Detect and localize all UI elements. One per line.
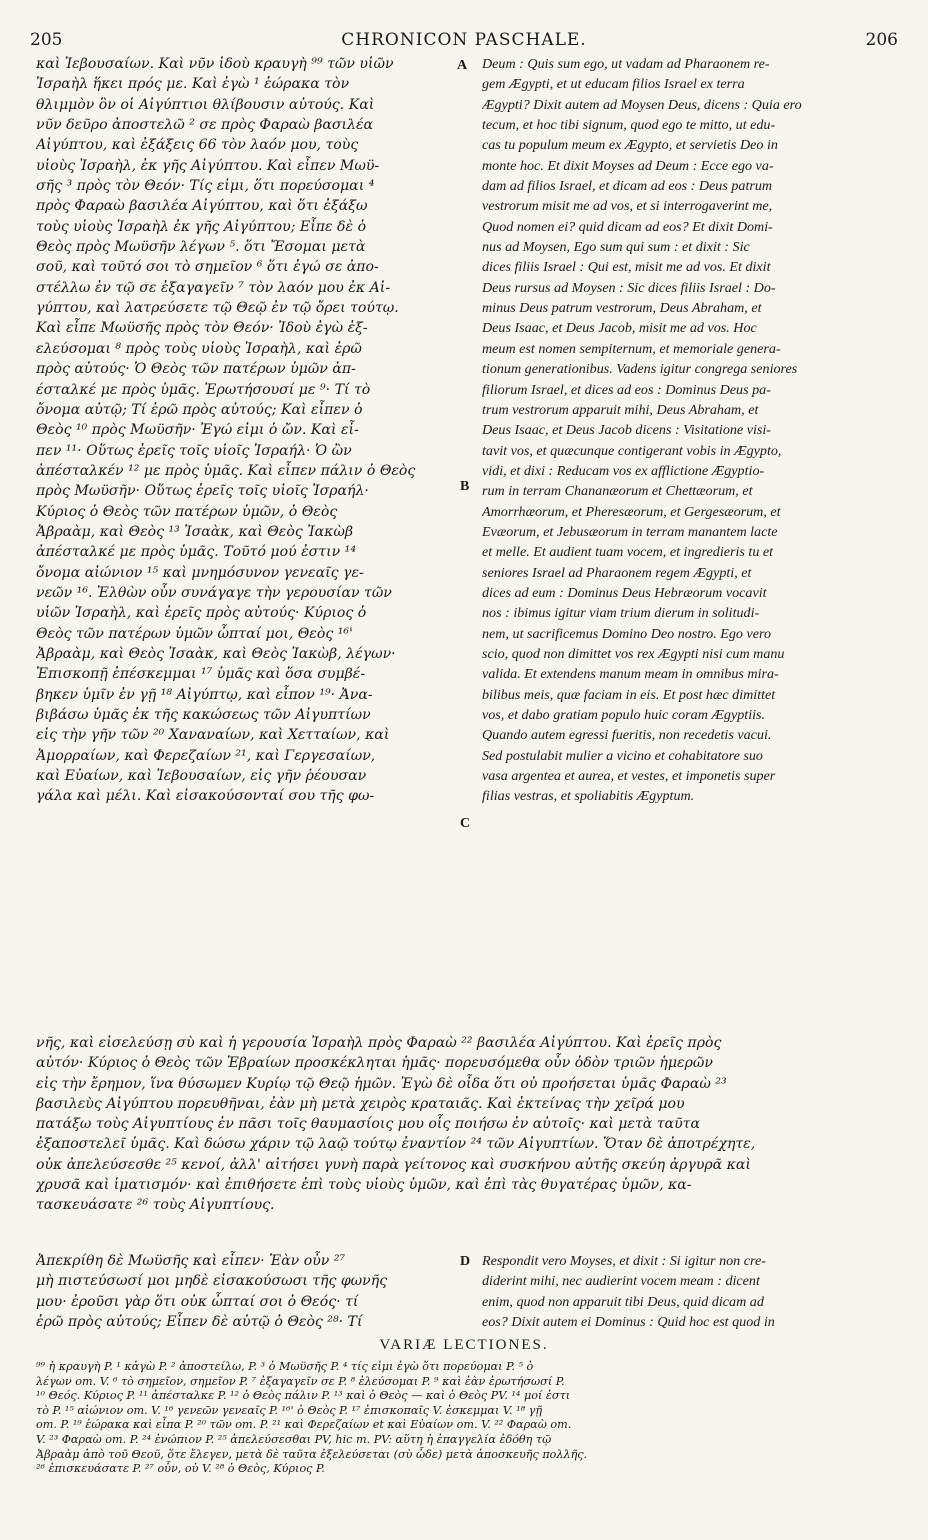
text-line: Ægypti? Dixit autem ad Moysen Deus, dicens : Quia ero: [482, 96, 802, 113]
text-line: σῆς ³ πρὸς τὸν Θεόν· Τίς εἰμι, ὅτι πορεύσομαι ⁴: [36, 178, 375, 195]
text-line: diderint mihi, nec audierint vocem meam : dicent: [482, 1273, 760, 1290]
text-line: Amorrhæorum, et Pheresæorum, et Gergesæorum, et: [482, 503, 781, 520]
text-line: Αἰγύπτου, καὶ ἐξάξεις 66 τὸν λαόν μου, τοὺς: [36, 137, 359, 154]
text-line: πατάξω τοὺς Αἰγυπτίους ἐν πᾶσι τοῖς θαυμασίοις μου οἷς ποιήσω ἐν αὐτοῖς· καὶ μετὰ ταῦτα: [36, 1116, 700, 1133]
text-line: πρὸς αὐτούς· Ὁ Θεὸς τῶν πατέρων ὑμῶν ἀπ-: [36, 361, 356, 378]
text-line: τὸ P. ¹⁵ αἰώνιον om. V. ¹⁶ γενεῶν γενεαῖς P. ¹⁶' ὁ Θεὸς P. ¹⁷ ἐπισκοπαῖς V. ἐσκεμμαι V. ¹⁸ γῇ: [36, 1403, 543, 1417]
section-marker-d: D: [460, 1254, 471, 1269]
text-line: νῦν δεῦρο ἀποστελῶ ² σε πρὸς Φαραὼ βασιλέα: [36, 117, 374, 134]
text-line: monte hoc. Et dixit Moyses ad Deum : Ecce ego va-: [482, 157, 774, 174]
text-line: vestrorum misit me ad vos, et si interrogaverint me,: [482, 198, 773, 215]
section-marker-a: A: [457, 58, 468, 73]
text-line: Quando autem egressi fueritis, non recedetis vacui.: [482, 727, 772, 744]
greek-column-top: [36, 54, 454, 807]
text-line: πεν ¹¹· Οὕτως ἐρεῖς τοῖς υἱοῖς Ἰσραήλ· Ὁ ὢν: [36, 442, 352, 459]
text-line: θλιμμὸν ὃν οἱ Αἰγύπτιοι θλίβουσιν αὐτούς. Καὶ: [36, 96, 375, 113]
text-line: ¹⁰ Θεός. Κύριος P. ¹¹ ἀπέσταλκε P. ¹² ὁ Θεὸς πάλιν P. ¹³ καὶ ὁ Θεὸς — καὶ ὁ Θεὸς PV. ¹⁴ μοί ἐστι: [36, 1389, 571, 1403]
text-line: βιβάσω ὑμᾶς ἐκ τῆς κακώσεως τῶν Αἰγυπτίων: [36, 707, 371, 723]
text-line: ἐξαποστελεῖ ὑμᾶς. Καὶ δώσω χάριν τῷ λαῷ τούτῳ ἐναντίον ²⁴ τῶν Αἰγυπτίων. Ὅταν δὲ ἀποτρέχητε,: [36, 1136, 756, 1153]
page-number-right: 206: [865, 30, 898, 50]
text-line: valida. Et extendens manum meam in omnibus mira-: [482, 666, 779, 683]
text-line: meum est nomen sempiternum, et memoriale genera-: [482, 340, 781, 357]
text-line: Ἀβραὰμ ἀπὸ τοῦ Θεοῦ, ὅτε ἔλεγεν, μετὰ δὲ ταῦτα ἐξελεύσεται (σὺ ὧδε) μετὰ ἀποσκευῆς πολλῆς.: [36, 1447, 588, 1461]
text-line: tionum generationibus. Vadens igitur congrega seniores: [482, 361, 798, 378]
text-line: μὴ πιστεύσωσί μοι μηδὲ εἰσακούσωσι τῆς φωνῆς: [36, 1273, 388, 1290]
text-line: nos : ibimus igitur viam trium dierum in solitudi-: [482, 605, 760, 622]
text-line: Καὶ εἶπε Μωϋσῆς πρὸς τὸν Θεόν· Ἰδοὺ ἐγὼ ἐξ-: [36, 320, 368, 337]
text-line: Ἀβραὰμ, καὶ Θεὸς ¹³ Ἰσαὰκ, καὶ Θεὸς Ἰακὼβ: [36, 523, 353, 540]
text-line: Deus Isaac, et Deus Jacob, misit me ad vos. Hoc: [482, 320, 757, 337]
text-line: Sed postulabit mulier a vicino et cohabitatore suo: [482, 747, 763, 764]
text-line: ἀπέσταλκέ με πρὸς ὑμᾶς. Τοῦτό μού ἐστιν ¹⁴: [36, 544, 356, 561]
text-line: dices filiis Israel : Qui est, misit me ad vos. Et dixit: [482, 259, 771, 276]
text-line: βασιλεὺς Αἰγύπτου πορευθῆναι, ἐὰν μὴ μετὰ χειρὸς κραταιᾶς. Καὶ ἐκτείνας τὴν χεῖρά μου: [36, 1095, 685, 1112]
text-line: enim, quod non apparuit tibi Deus, quid dicam ad: [482, 1293, 764, 1310]
text-line: dices ad eum : Dominus Deus Hebræorum vocavit: [482, 584, 767, 601]
text-line: πρὸς Μωϋσῆν· Οὕτως ἐρεῖς τοῖς υἱοῖς Ἰσραήλ·: [36, 483, 369, 500]
text-line: bilibus meis, quæ faciam in eis. Et post hæc dimittet: [482, 686, 776, 703]
text-line: eos? Dixit autem ei Dominus : Quid hoc est quod in: [482, 1314, 775, 1331]
text-line: ὄνομα αὐτῷ; Τί ἐρῶ πρὸς αὐτούς; Καὶ εἶπεν ὁ: [36, 401, 363, 418]
text-line: νῆς, καὶ εἰσελεύσῃ σὺ καὶ ἡ γερουσία Ἰσραὴλ πρὸς Φαραὼ ²² βασιλέα Αἰγύπτου. Καὶ ἐρεῖς πρὸς: [36, 1035, 722, 1051]
running-title: CHRONICON PASCHALE.: [341, 30, 587, 50]
text-line: βηκεν ὑμῖν ἐν γῇ ¹⁸ Αἰγύπτῳ, καὶ εἶπον ¹⁹· Ἀνα-: [36, 686, 373, 703]
text-line: rum in terram Chananæorum et Chettæorum, et: [482, 483, 753, 500]
text-line: et melle. Et audient tuam vocem, et ingredieris tu et: [482, 544, 774, 561]
section-marker-b: B: [460, 479, 470, 494]
text-line: trum vestrorum apparuit mihi, Deus Abraham, et: [482, 401, 759, 418]
text-line: Deum : Quis sum ego, ut vadam ad Pharaonem re-: [482, 56, 770, 72]
text-line: στέλλω ἐν τῷ σε ἐξαγαγεῖν ⁷ τὸν λαόν μου ἐκ Αἰ-: [36, 279, 391, 296]
text-line: ἀπέσταλκέν ¹² με πρὸς ὑμᾶς. Καὶ εἶπεν πάλιν ὁ Θεὸς: [36, 462, 416, 479]
text-line: υἱοὺς Ἰσραὴλ, ἐκ γῆς Αἰγύπτου. Καὶ εἶπεν Μωϋ-: [36, 157, 380, 174]
text-line: minus Deus patrum vestrorum, Deus Abraham, et: [482, 300, 762, 317]
text-line: tecum, et hoc tibi signum, quod ego te mitto, ut edu-: [482, 117, 776, 134]
text-line: Ἀπεκρίθη δὲ Μωϋσῆς καὶ εἶπεν· Ἐὰν οὖν ²⁷: [36, 1253, 346, 1269]
text-line: ἐρῶ πρὸς αὐτούς; Εἶπεν δὲ αὐτῷ ὁ Θεὸς ²⁸· Τί: [36, 1314, 363, 1331]
text-line: vos, et dabo gratiam populo huic coram Ægyptiis.: [482, 707, 766, 723]
text-line: οὐκ ἀπελεύσεσθε ²⁵ κενοί, ἀλλ' αἰτήσει γυνὴ παρὰ γείτονος καὶ συσκήνου αὐτῆς σκεύη ἀργυρᾶ καὶ: [36, 1156, 751, 1173]
text-line: nus ad Moysen, Ego sum qui sum : et dixit : Sic: [482, 239, 750, 256]
latin-column-bottom: [482, 1251, 902, 1332]
text-line: πρὸς Φαραὼ βασιλέα Αἰγύπτου, καὶ ὅτι ἐξάξω: [36, 198, 368, 215]
page-header: [30, 30, 898, 56]
section-marker-c: C: [460, 816, 471, 831]
text-line: om. P. ¹⁹ ἑώρακα καὶ εἶπα P. ²⁰ τῶν om. P. ²¹ καὶ Φερεζαίων et καὶ Εὐαίων om. V. ²² Φαραὼ om.: [36, 1418, 572, 1432]
variae-lectiones-notes: [36, 1360, 904, 1477]
latin-column-top: [482, 54, 902, 807]
text-line: ελεύσομαι ⁸ πρὸς τοὺς υἱοὺς Ἰσραὴλ, καὶ ἐρῶ: [36, 340, 362, 357]
text-line: seniores Israel ad Pharaonem regem Ægypti, et: [482, 564, 752, 581]
text-line: σοῦ, καὶ τοῦτό σοι τὸ σημεῖον ⁶ ὅτι ἐγώ σε ἀπο-: [36, 259, 379, 276]
text-line: Ἀβραὰμ, καὶ Θεὸς Ἰσαὰκ, καὶ Θεὸς Ἰακὼβ, λέγων·: [36, 645, 396, 662]
text-line: εἰς τὴν ἔρημον, ἵνα θύσωμεν Κυρίῳ τῷ Θεῷ ἡμῶν. Ἐγὼ δὲ οἶδα ὅτι οὐ προήσεται ὑμᾶς Φαραὼ ²³: [36, 1075, 727, 1092]
text-line: καὶ Εὐαίων, καὶ Ἰεβουσαίων, εἰς γῆν ῥέουσαν: [36, 768, 367, 785]
text-line: εἰς τὴν γῆν τῶν ²⁰ Χαναναίων, καὶ Χετταίων, καὶ: [36, 727, 390, 744]
text-line: cas tu populum meum ex Ægypto, et servietis Deo in: [482, 137, 778, 154]
text-line: nem, ut sacrificemus Domino Deo nostro. Ego vero: [482, 625, 772, 642]
text-line: Quod nomen ei? quid dicam ad eos? Et dixit Domi-: [482, 218, 773, 235]
greek-column-bottom: [36, 1251, 454, 1332]
page-number-left: 205: [30, 30, 63, 50]
text-line: filias vestras, et spoliabitis Ægyptum.: [482, 788, 695, 805]
text-line: τοὺς υἱοὺς Ἰσραὴλ ἐκ γῆς Αἰγύπτου; Εἶπε δὲ ὁ: [36, 218, 367, 235]
text-line: αὐτόν· Κύριος ὁ Θεὸς τῶν Ἑβραίων προσκέκληται ἡμᾶς· πορευσόμεθα οὖν ὁδὸν τριῶν ἡμερῶν: [36, 1055, 713, 1072]
text-line: scio, quod non dimittet vos rex Ægypti nisi cum manu: [482, 645, 785, 662]
text-line: Ἰσραὴλ ἥκει πρός με. Καὶ ἐγὼ ¹ ἑώρακα τὸν: [36, 76, 350, 93]
text-line: V. ²³ Φαραὼ om. P. ²⁴ ἐνώπιον P. ²⁵ ἀπελεύσεσθαι PV, hic m. PV: αὕτη ἡ ἐπαγγελία ἐδόθη τῷ: [36, 1432, 552, 1446]
text-line: νεῶν ¹⁶. Ἐλθὼν οὖν συνάγαγε τὴν γερουσίαν τῶν: [36, 584, 392, 601]
text-line: Ἐπισκοπῇ ἐπέσκεμμαι ¹⁷ ὑμᾶς καὶ ὅσα συμβέ-: [36, 666, 366, 683]
variae-lectiones-title: VARIÆ LECTIONES.: [379, 1337, 549, 1353]
text-line: gem Ægypti, et ut educam filios Israel ex terra: [482, 76, 745, 93]
text-line: ⁹⁹ ἡ κραυγὴ P. ¹ κἀγὼ P. ² ἀποστείλω, P. ³ ὁ Μωϋσῆς P. ⁴ τίς εἰμι ἐγὼ ὅτι πορεύομαι P. ⁵ ὁ: [36, 1360, 534, 1373]
text-line: ²⁶ ἐπισκευάσατε P. ²⁷ οὖν, οὐ V. ²⁸ ὁ Θεὸς, Κύριος P.: [36, 1462, 325, 1476]
text-line: χρυσᾶ καὶ ἱματισμόν· καὶ ἐπιθήσετε ἐπὶ τοὺς υἱοὺς ὑμῶν, καὶ ἐπὶ τὰς θυγατέρας ὑμῶν, κα-: [36, 1177, 692, 1194]
text-line: Κύριος ὁ Θεὸς τῶν πατέρων ὑμῶν, ὁ Θεὸς: [36, 503, 338, 520]
text-line: Θεὸς τῶν πατέρων ὑμῶν ὦπταί μοι, Θεὸς ¹⁶': [36, 625, 353, 642]
text-line: vidi, et dixi : Reducam vos ex afflictione Ægyptio-: [482, 462, 765, 479]
text-line: καὶ Ἰεβουσαίων. Καὶ νῦν ἰδοὺ κραυγὴ ⁹⁹ τῶν υἱῶν: [36, 56, 394, 72]
text-line: γάλα καὶ μέλι. Καὶ εἰσακούσονταί σου τῆς φω-: [36, 788, 375, 805]
text-line: μου· ἐροῦσι γὰρ ὅτι οὐκ ὦπταί σοι ὁ Θεός· τί: [36, 1293, 359, 1310]
text-line: τασκευάσατε ²⁶ τοὺς Αἰγυπτίους.: [36, 1197, 275, 1214]
text-line: γύπτου, καὶ λατρεύσετε τῷ Θεῷ ἐν τῷ ὄρει τούτῳ.: [36, 300, 399, 317]
text-line: Ἀμορραίων, καὶ Φερεζαίων ²¹, καὶ Γεργεσαίων,: [36, 747, 376, 764]
text-line: Respondit vero Moyses, et dixit : Si igitur non cre-: [482, 1253, 766, 1269]
text-line: Θεὸς πρὸς Μωϋσῆν λέγων ⁵. ὅτι Ἔσομαι μετὰ: [36, 239, 366, 256]
text-line: dam ad filios Israel, et dicam ad eos : Deus patrum: [482, 178, 773, 195]
text-line: Deus rursus ad Moysen : Sic dices filiis Israel : Do-: [482, 279, 776, 296]
text-line: filiorum Israel, et dices ad eos : Dominus Deus pa-: [482, 381, 771, 398]
text-line: έσταλκέ με πρὸς ὑμᾶς. Ἐρωτήσουσί με ⁹· Τί τὸ: [36, 381, 371, 398]
greek-full-width-text: [36, 1033, 906, 1216]
text-line: ὄνομα αἰώνιον ¹⁵ καὶ μνημόσυνον γενεαῖς γε-: [36, 564, 364, 581]
text-line: Evæorum, et Jebusæorum in terram manantem lacte: [482, 523, 778, 540]
text-line: tavit vos, et quæcunque contigerant vobis in Ægypto,: [482, 442, 782, 459]
text-line: υἱῶν Ἰσραὴλ, καὶ ἐρεῖς πρὸς αὐτούς· Κύριος ὁ: [36, 605, 367, 622]
text-line: vasa argentea et aurea, et vestes, et imponetis super: [482, 768, 776, 785]
text-line: Deus Isaac, et Deus Jacob dicens : Visitatione visi-: [482, 422, 771, 439]
text-line: Θεὸς ¹⁰ πρὸς Μωϋσῆν· Ἐγώ εἰμι ὁ ὤν. Καὶ εἶ-: [36, 422, 359, 439]
text-line: λέγων om. V. ⁶ τὸ σημεῖον, σημεῖον P. ⁷ ἐξαγαγεῖν σε P. ⁸ ἐλεύσομαι P. ⁹ καὶ ἐὰν ἐρωτήσωσί P.: [36, 1374, 565, 1388]
